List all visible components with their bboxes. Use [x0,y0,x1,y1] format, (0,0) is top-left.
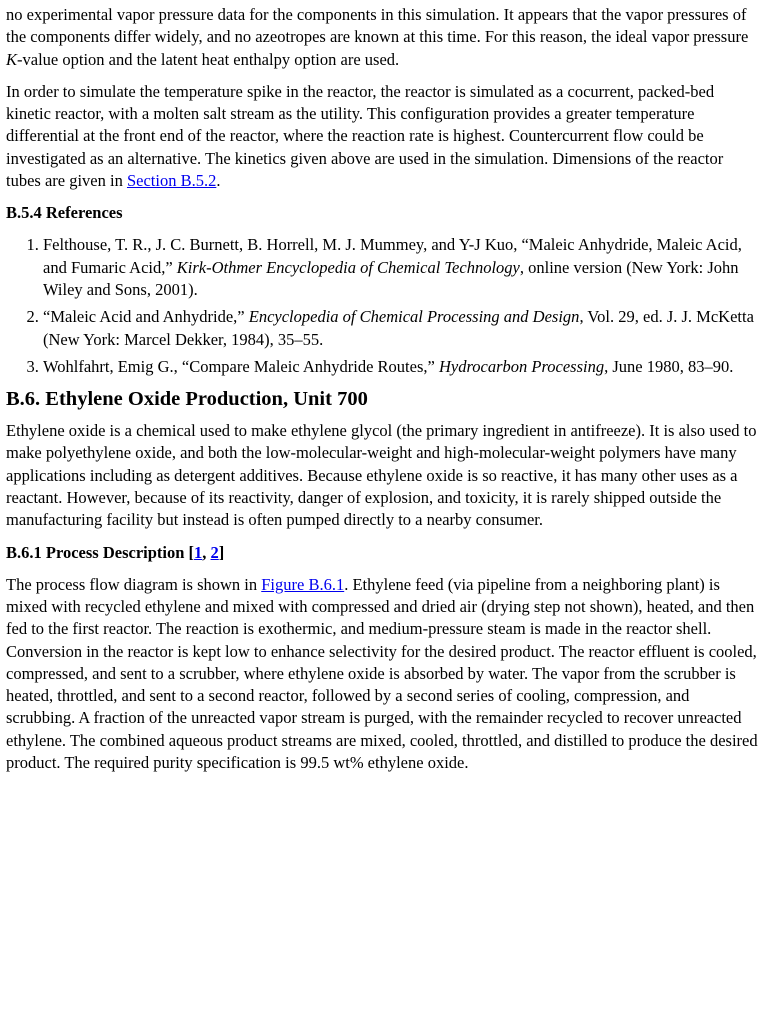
section-b52-link[interactable]: Section B.5.2 [126,171,217,191]
references-heading: B.5.4 References [6,203,123,223]
reference-item: 3. Wohlfahrt, Emig G., “Compare Maleic Anhydride Routes,” Hydrocarbon Processing, June 1980, 83–90. [43,356,762,378]
k-value-italic: K [6,49,18,69]
reference-link-1[interactable]: 1 [194,542,203,562]
section-paragraph: Ethylene oxide is a chemical used to make ethylene glycol (the primary ingredient in antifreeze). It is also used to make polyethylene oxide, and both the low-molecular-weight and high-molecular-weight polymers have many applications including as detergent additives. Because ethylene oxide is so reactive, it has many other uses as a reactant. However, because of its reactivity, danger of explosion, and toxicity, it is rarely shipped outside the manufacturing facility but instead is often pumped directly to a nearby consumer. [6,421,757,530]
section-title: B.6. Ethylene Oxide Production, Unit 700 [6,388,368,411]
intro-paragraph-1: no experimental vapor pressure data for the components in this simulation. It appears that the vapor pressures of the components differ widely, and no azeotropes are known at this time. For this reason, the ideal vapor pressure K-value option and the latent heat enthalpy option are used. [6,5,749,69]
reference-link-2[interactable]: 2 [210,542,219,562]
intro-paragraph-2: In order to simulate the temperature spike in the reactor, the reactor is simulated as a cocurrent, packed-bed kinetic reactor, with a molten salt stream as the utility. This configuration provides a greater temperature differential at the front end of the reactor, where the reaction rate is highest. Countercurrent flow could be investigated as an alternative. The kinetics given above are used in the simulation. Dimensions of the reactor tubes are given in Section B.5.2. [6,81,724,191]
reference-item: 2. “Maleic Acid and Anhydride,” Encyclopedia of Chemical Processing and Design, Vol. 29, ed. J. J. McKetta (New York: Marcel Dekker, 1984), 35–55. [43,306,762,351]
process-description-heading: B.6.1 Process Description [1, 2] [6,542,225,562]
process-description-paragraph: The process flow diagram is shown in Figure B.6.1. Ethylene feed (via pipeline from a neighboring plant) is mixed with recycled ethylene and mixed with compressed and dried air (drying step not shown), heated, and then fed to the first reactor. The reaction is exothermic, and medium-pressure steam is made in the reactor shell. Conversion in the reactor is kept low to enhance selectivity for the desired product. The reactor effluent is cooled, compressed, and sent to a scrubber, where ethylene oxide is absorbed by water. The vapor from the scrubber is heated, throttled, and sent to a second reactor, followed by a second series of cooling, compression, and scrubbing. A fraction of the unreacted vapor stream is purged, with the remainder recycled to recover unreacted ethylene. The combined aqueous product streams are mixed, cooled, throttled, and distilled to produce the desired product. The required purity specification is 99.5 wt% ethylene oxide. [6,574,758,773]
references-list [6,234,762,378]
reference-item: 1. Felthouse, T. R., J. C. Burnett, B. Horrell, M. J. Mummey, and Y-J Kuo, “Maleic Anhydride, Maleic Acid, and Fumaric Acid,” Kirk-Othmer Encyclopedia of Chemical Technology, online version (New York: John Wiley and Sons, 2001). [43,234,762,301]
figure-b61-link[interactable]: Figure B.6.1 [261,574,345,594]
